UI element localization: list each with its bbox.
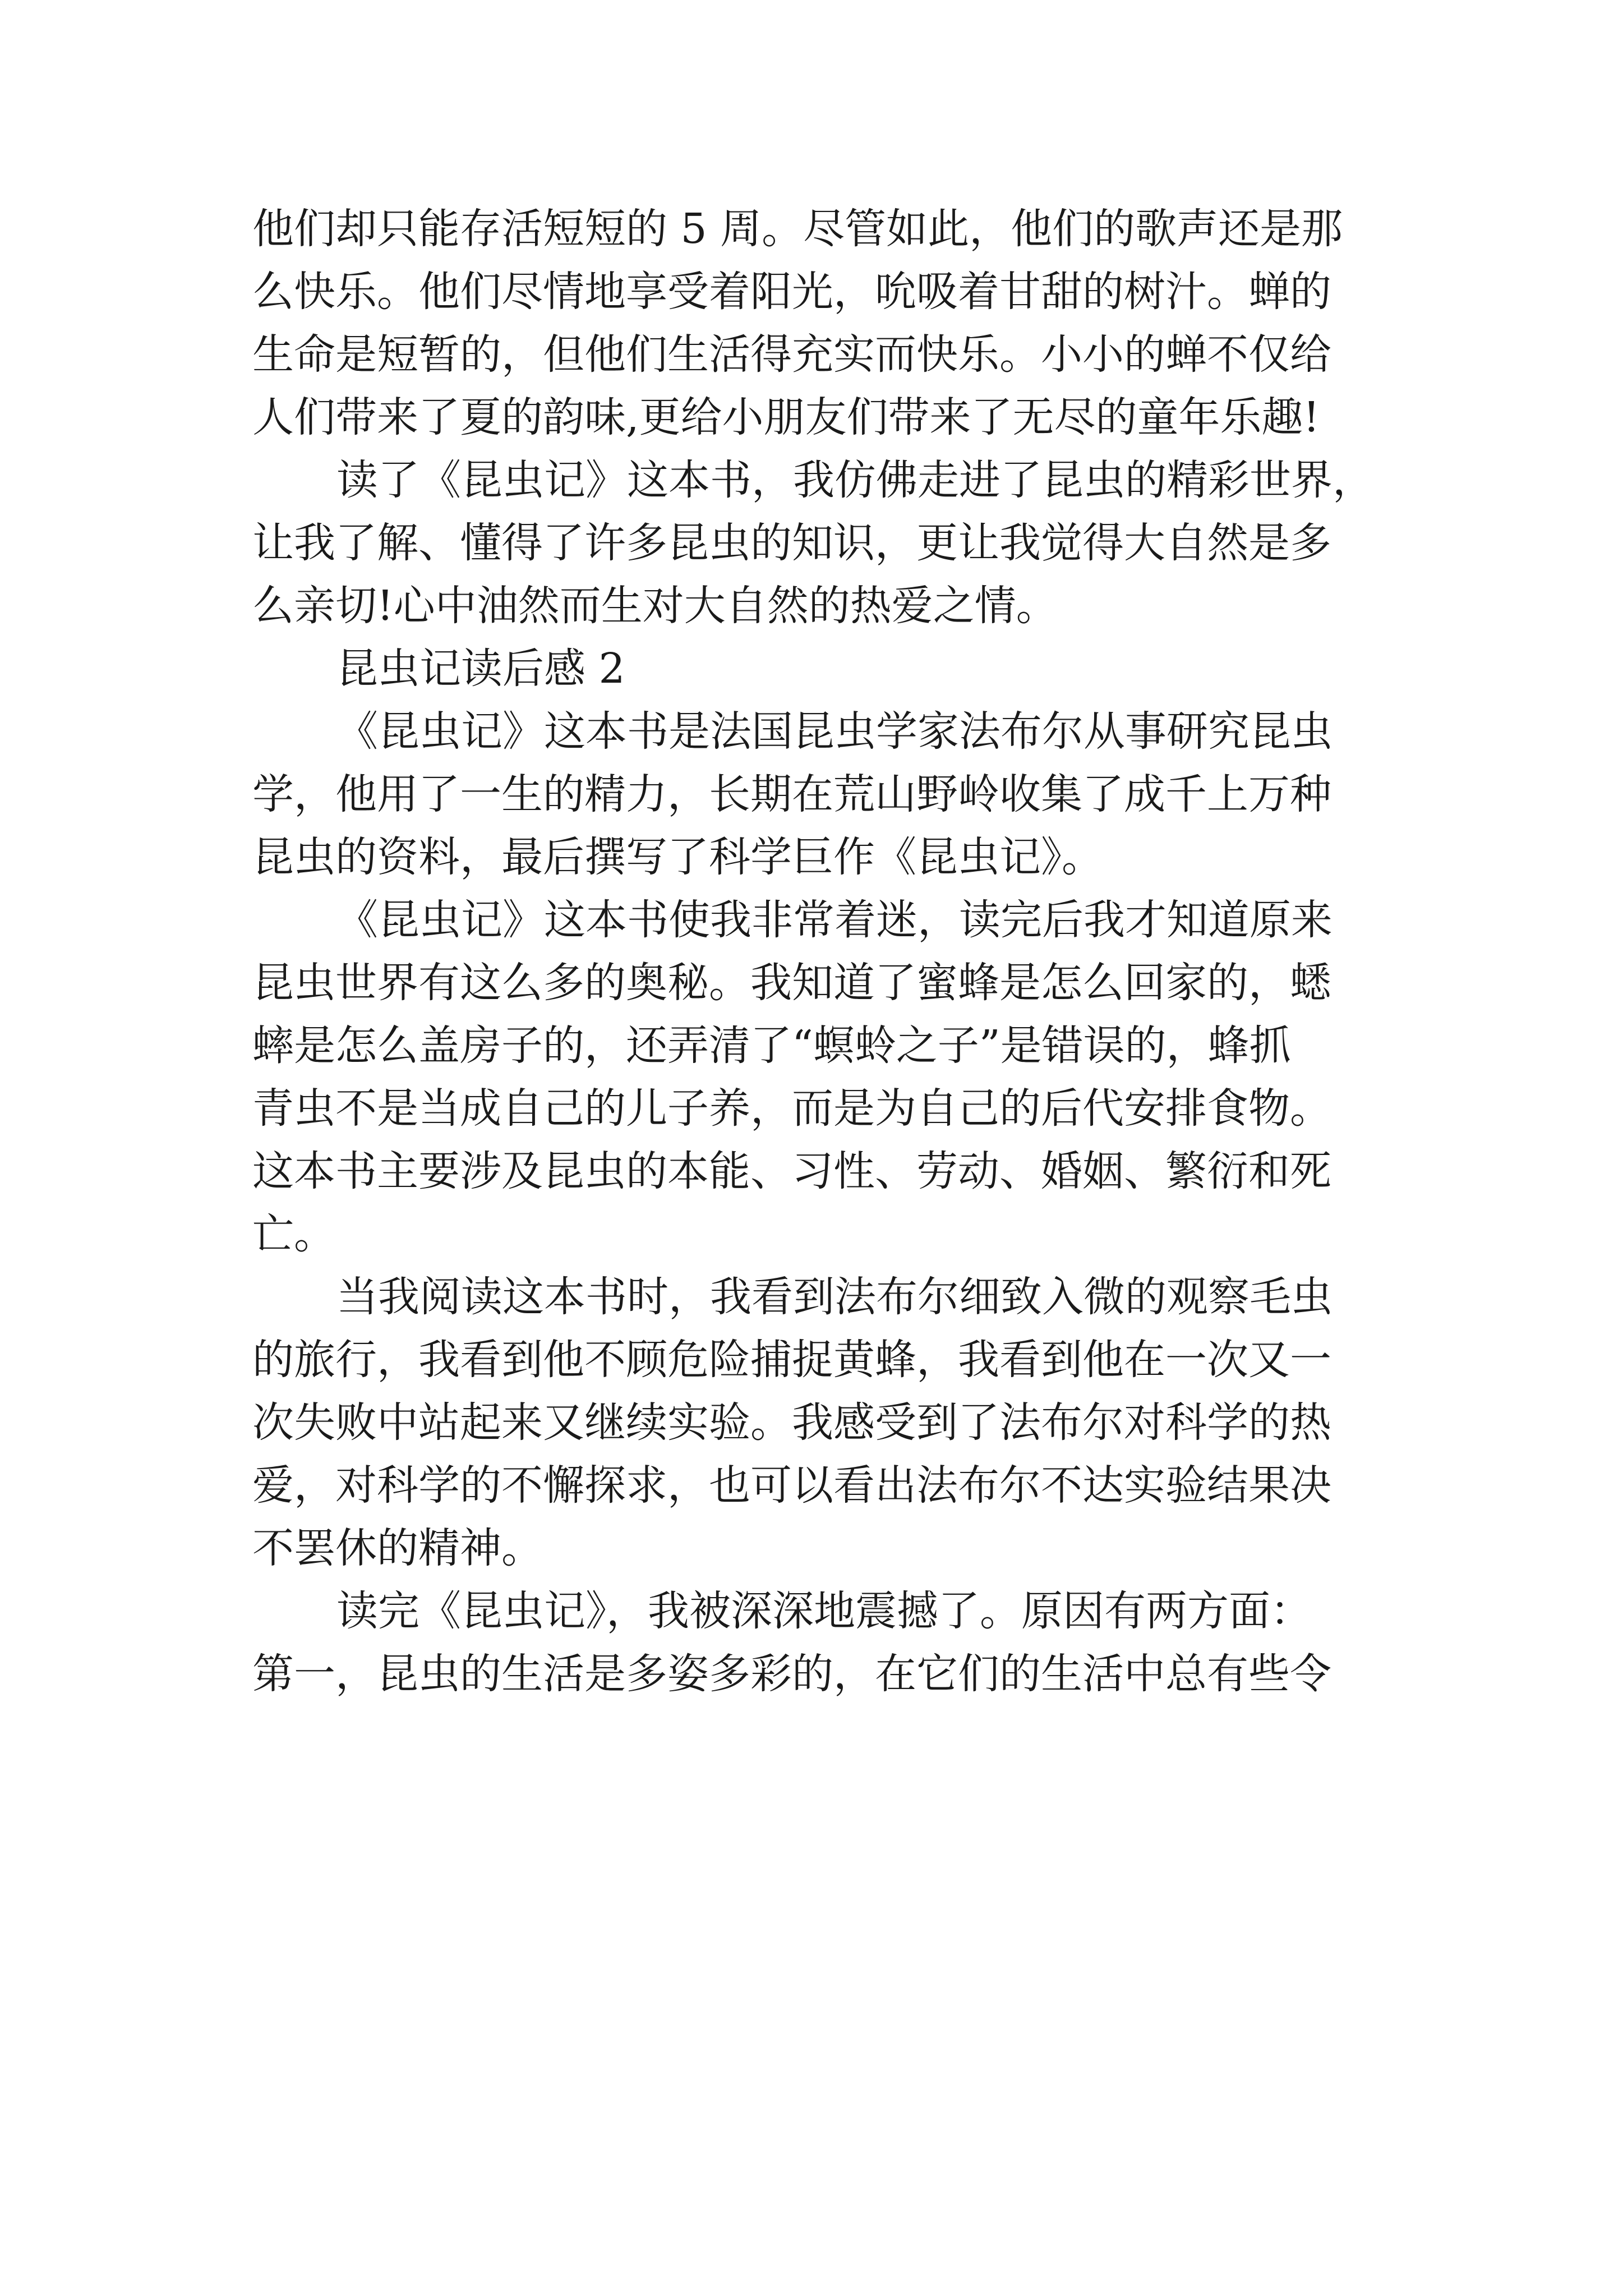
text-line: 他们却只能存活短短的 5 周。尽管如此，他们的歌声还是那 [252,205,1343,253]
paragraph-first-line: 《昆虫记》这本书是法国昆虫学家法布尔从事研究昆虫 [336,707,1332,756]
text-line: 次失败中站起来又继续实验。我感受到了法布尔对科学的热 [252,1398,1331,1447]
text-line: 么快乐。他们尽情地享受着阳光，吮吸着甘甜的树汁。蝉的 [252,268,1331,316]
text-line: 蟀是怎么盖房子的，还弄清了“螟蛉之子”是错误的，蜂抓 [252,1022,1291,1070]
text-line: 这本书主要涉及昆虫的本能、习性、劳动、婚姻、繁衍和死 [252,1147,1331,1195]
text-line: 第一，昆虫的生活是多姿多彩的，在它们的生活中总有些令 [252,1650,1331,1698]
text-line: 让我了解、懂得了许多昆虫的知识，更让我觉得大自然是多 [252,519,1331,567]
body-text [252,197,1396,1705]
section-heading: 昆虫记读后感 2 [336,645,625,693]
text-line: 爱，对科学的不懈探求，也可以看出法布尔不达实验结果决 [252,1461,1331,1510]
paragraph-first-line: 当我阅读这本书时，我看到法布尔细致入微的观察毛虫 [336,1273,1332,1321]
paragraph-first-line: 读了《昆虫记》这本书，我仿佛走进了昆虫的精彩世界， [336,456,1374,504]
text-line: 亡。 [252,1210,335,1258]
text-line: 人们带来了夏的韵味,更给小朋友们带来了无尽的童年乐趣! [252,393,1320,441]
text-line: 学，他用了一生的精力，长期在荒山野岭收集了成千上万种 [252,770,1331,818]
text-line: 生命是短暂的，但他们生活得充实而快乐。小小的蝉不仅给 [252,330,1331,379]
paragraph-first-line: 读完《昆虫记》，我被深深地震撼了。原因有两方面： [336,1587,1312,1635]
text-line: 不罢休的精神。 [252,1524,543,1572]
text-line: 么亲切!心中油然而生对大自然的热爱之情。 [252,582,1058,630]
text-line: 青虫不是当成自己的儿子养，而是为自己的后代安排食物。 [252,1084,1331,1133]
text-line: 昆虫世界有这么多的奥秘。我知道了蜜蜂是怎么回家的，蟋 [252,959,1331,1007]
text-line: 昆虫的资料，最后撰写了科学巨作《昆虫记》。 [252,833,1103,881]
paragraph-first-line: 《昆虫记》这本书使我非常着迷，读完后我才知道原来 [336,896,1332,944]
text-line: 的旅行，我看到他不顾危险捕捉黄蜂，我看到他在一次又一 [252,1336,1331,1384]
